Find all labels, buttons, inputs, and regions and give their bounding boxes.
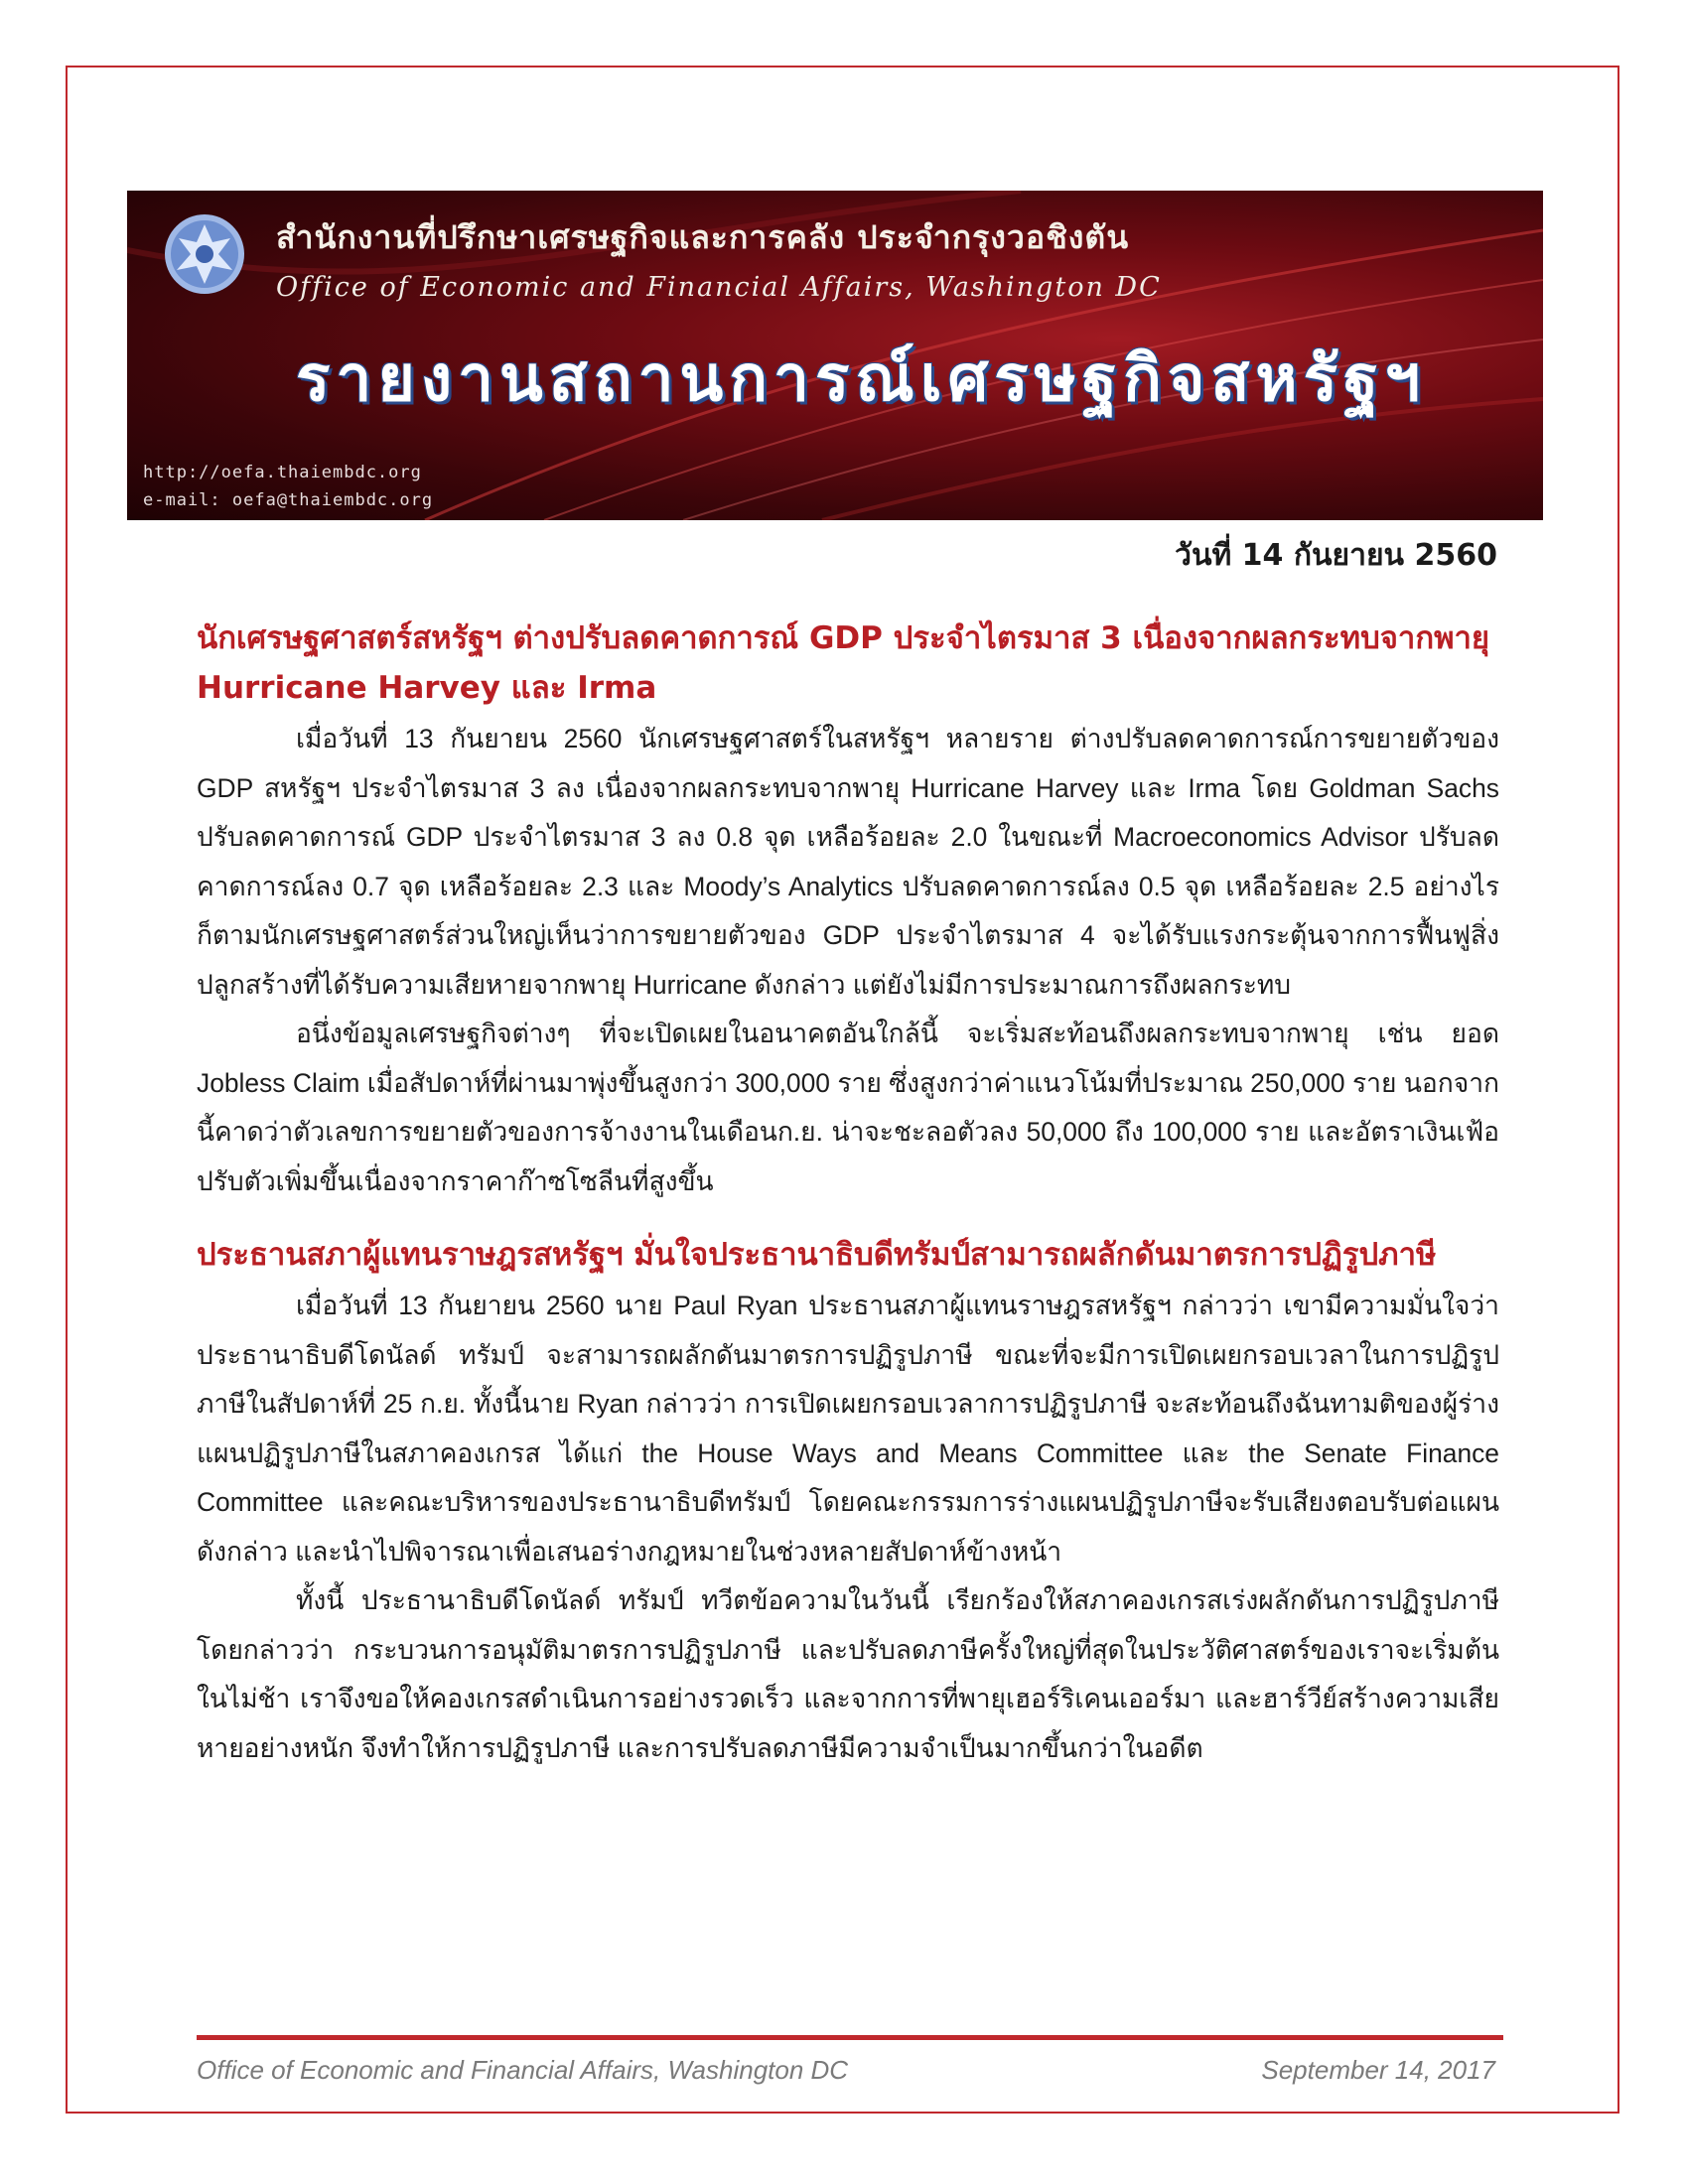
footer-divider (197, 2035, 1503, 2040)
article-content (197, 614, 1499, 1797)
garuda-emblem-icon (163, 212, 246, 296)
header-banner (127, 191, 1543, 520)
email-link[interactable]: e-mail: oefa@thaiembdc.org (143, 490, 434, 510)
article-paragraph: เมื่อวันที่ 13 กันยายน 2560 นักเศรษฐศาสตร์ในสหรัฐฯ หลายราย ต่างปรับลดคาดการณ์การขยายตัวของ GDP สหรัฐฯ ประจำไตรมาส 3 ลง เนื่องจากผลกระทบจากพายุ Hurricane Harvey และ Irma โดย Goldman Sachs ปรับลดคาดการณ์ GDP ประจำไตรมาส 3 ลง 0.8 จุด เหลือร้อยละ 2.0 ในขณะที่ Macroeconomics Advisor ปรับลดคาดการณ์ลง 0.7 จุด เหลือร้อยละ 2.3 และ Moody’s Analytics ปรับลดคาดการณ์ลง 0.5 จุด เหลือร้อยละ 2.5 อย่างไรก็ตามนักเศรษฐศาสตร์ส่วนใหญ่เห็นว่าการขยายตัวของ GDP ประจำไตรมาส 4 จะได้รับแรงกระตุ้นจากการฟื้นฟูสิ่งปลูกสร้างที่ได้รับความเสียหายจากพายุ Hurricane ดังกล่าว แต่ยังไม่มีการประมาณการถึงผลกระทบ (197, 724, 1499, 1000)
article-headline: นักเศรษฐศาสตร์สหรัฐฯ ต่างปรับลดคาดการณ์ GDP ประจำไตรมาส 3 เนื่องจากผลกระทบจากพายุ Hurricane Harvey และ Irma (197, 620, 1490, 706)
footer-date: September 14, 2017 (1261, 2055, 1495, 2085)
article-paragraph: เมื่อวันที่ 13 กันยายน 2560 นาย Paul Ryan ประธานสภาผู้แทนราษฎรสหรัฐฯ กล่าวว่า เขามีความมั่นใจว่าประธานาธิบดีโดนัลด์ ทรัมป์ จะสามารถผลักดันมาตรการปฏิรูปภาษี ขณะที่จะมีการเปิดเผยกรอบเวลาในการปฏิรูปภาษีในสัปดาห์ที่ 25 ก.ย. ทั้งนี้นาย Ryan กล่าวว่า การเปิดเผยกรอบเวลาการปฏิรูปภาษี จะสะท้อนถึงฉันทามติของผู้ร่างแผนปฏิรูปภาษีในสภาคองเกรส ได้แก่ the House Ways and Means Committee และ the Senate Finance Committee และคณะบริหารของประธานาธิบดีทรัมป์ โดยคณะกรรมการร่างแผนปฏิรูปภาษีจะรับเสียงตอบรับต่อแผนดังกล่าว และนำไปพิจารณาเพื่อเสนอร่างกฎหมายในช่วงหลายสัปดาห์ข้างหน้า (197, 1291, 1499, 1567)
footer-organization: Office of Economic and Financial Affairs, Washington DC (197, 2055, 849, 2085)
organization-name-thai: สำนักงานที่ปรึกษาเศรษฐกิจและการคลัง ประจำกรุงวอชิงตัน (276, 218, 1130, 256)
article-paragraph: ทั้งนี้ ประธานาธิบดีโดนัลด์ ทรัมป์ ทวีตข้อความในวันนี้ เรียกร้องให้สภาคองเกรสเร่งผลักดันการปฏิรูปภาษี โดยกล่าวว่า กระบวนการอนุมัติมาตรการปฏิรูปภาษี และปรับลดภาษีครั้งใหญ่ที่สุดในประวัติศาสตร์ของเราจะเริ่มต้นในไม่ช้า เราจึงขอให้คองเกรสดำเนินการอย่างรวดเร็ว และจากการที่พายุเฮอร์ริเคนเออร์มา และฮาร์วีย์สร้างความเสียหายอย่างหนัก จึงทำให้การปฏิรูปภาษี และการปรับลดภาษีมีความจำเป็นมากขึ้นกว่าในอดีต (197, 1585, 1499, 1763)
article (197, 1230, 1499, 1773)
report-date: วันที่ 14 กันยายน 2560 (1175, 538, 1497, 573)
website-link[interactable]: http://oefa.thaiembdc.org (143, 463, 422, 482)
report-title: รายงานสถานการณ์เศรษฐกิจสหรัฐฯ (296, 341, 1427, 416)
article-headline: ประธานสภาผู้แทนราษฎรสหรัฐฯ มั่นใจประธานาธิบดีทรัมป์สามารถผลักดันมาตรการปฏิรูปภาษี (197, 1237, 1437, 1273)
article-paragraph: อนึ่งข้อมูลเศรษฐกิจต่างๆ ที่จะเปิดเผยในอนาคตอันใกล้นี้ จะเริ่มสะท้อนถึงผลกระทบจากพายุ เช่น ยอด Jobless Claim เมื่อสัปดาห์ที่ผ่านมาพุ่งขึ้นสูงกว่า 300,000 ราย ซึ่งสูงกว่าค่าแนวโน้มที่ประมาณ 250,000 ราย นอกจากนี้คาดว่าตัวเลขการขยายตัวของการจ้างงานในเดือนก.ย. น่าจะชะลอตัวลง 50,000 ถึง 100,000 ราย และอัตราเงินเฟ้อปรับตัวเพิ่มขึ้นเนื่องจากราคาก๊าซโซลีนที่สูงขึ้น (197, 1019, 1499, 1196)
organization-name-english: Office of Economic and Financial Affairs, Washington DC (276, 272, 1162, 303)
article (197, 614, 1499, 1206)
